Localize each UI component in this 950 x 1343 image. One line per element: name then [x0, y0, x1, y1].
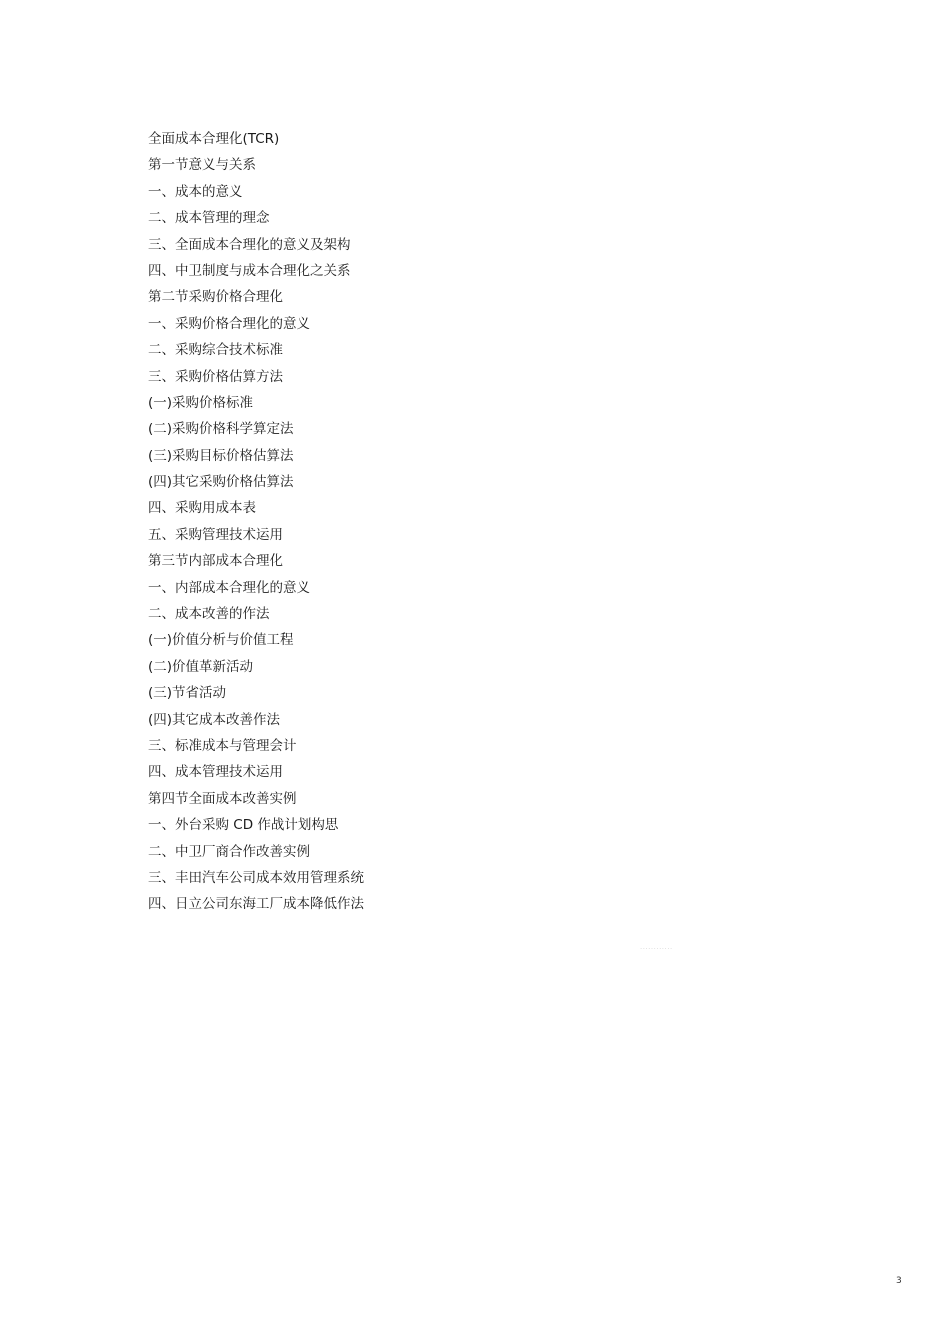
- page-number: 3: [896, 1276, 902, 1286]
- table-of-contents: [148, 129, 364, 921]
- toc-line: (二)采购价格科学算定法: [148, 421, 294, 438]
- toc-line: 四、采购用成本表: [148, 500, 256, 517]
- toc-line: 二、采购综合技术标准: [148, 342, 283, 359]
- toc-line: 一、外台采购 CD 作战计划构思: [148, 817, 339, 834]
- toc-line: 二、中卫厂商合作改善实例: [148, 843, 310, 860]
- toc-line: 二、成本改善的作法: [148, 606, 270, 623]
- toc-line: 四、日立公司东海工厂成本降低作法: [148, 896, 364, 913]
- toc-line: 三、采购价格估算方法: [148, 368, 283, 385]
- toc-line: 第一节意义与关系: [148, 157, 256, 174]
- toc-line: (二)价值革新活动: [148, 658, 254, 675]
- toc-line: 四、成本管理技术运用: [148, 764, 283, 781]
- toc-line: 第四节全面成本改善实例: [148, 790, 297, 807]
- toc-line: 四、中卫制度与成本合理化之关系: [148, 262, 351, 279]
- toc-line: (一)价值分析与价值工程: [148, 632, 294, 649]
- toc-line: (四)其它采购价格估算法: [148, 474, 294, 491]
- toc-line: 一、内部成本合理化的意义: [148, 579, 310, 596]
- toc-line: 第二节采购价格合理化: [148, 289, 283, 306]
- toc-line: 一、成本的意义: [148, 183, 243, 200]
- toc-line: 全面成本合理化(TCR): [148, 131, 280, 147]
- toc-line: (三)节省活动: [148, 685, 227, 702]
- toc-line: 一、采购价格合理化的意义: [148, 315, 310, 332]
- toc-line: (三)采购目标价格估算法: [148, 447, 294, 464]
- toc-line: 五、采购管理技术运用: [148, 526, 283, 543]
- faint-watermark-text: ............: [640, 943, 673, 951]
- toc-line: 三、丰田汽车公司成本效用管理系统: [148, 869, 364, 886]
- toc-line: (一)采购价格标准: [148, 394, 254, 411]
- toc-line: 第三节内部成本合理化: [148, 553, 283, 570]
- toc-line: 二、成本管理的理念: [148, 210, 270, 227]
- toc-line: (四)其它成本改善作法: [148, 711, 281, 728]
- toc-line: 三、标准成本与管理会计: [148, 737, 297, 754]
- toc-line: 三、全面成本合理化的意义及架构: [148, 236, 351, 253]
